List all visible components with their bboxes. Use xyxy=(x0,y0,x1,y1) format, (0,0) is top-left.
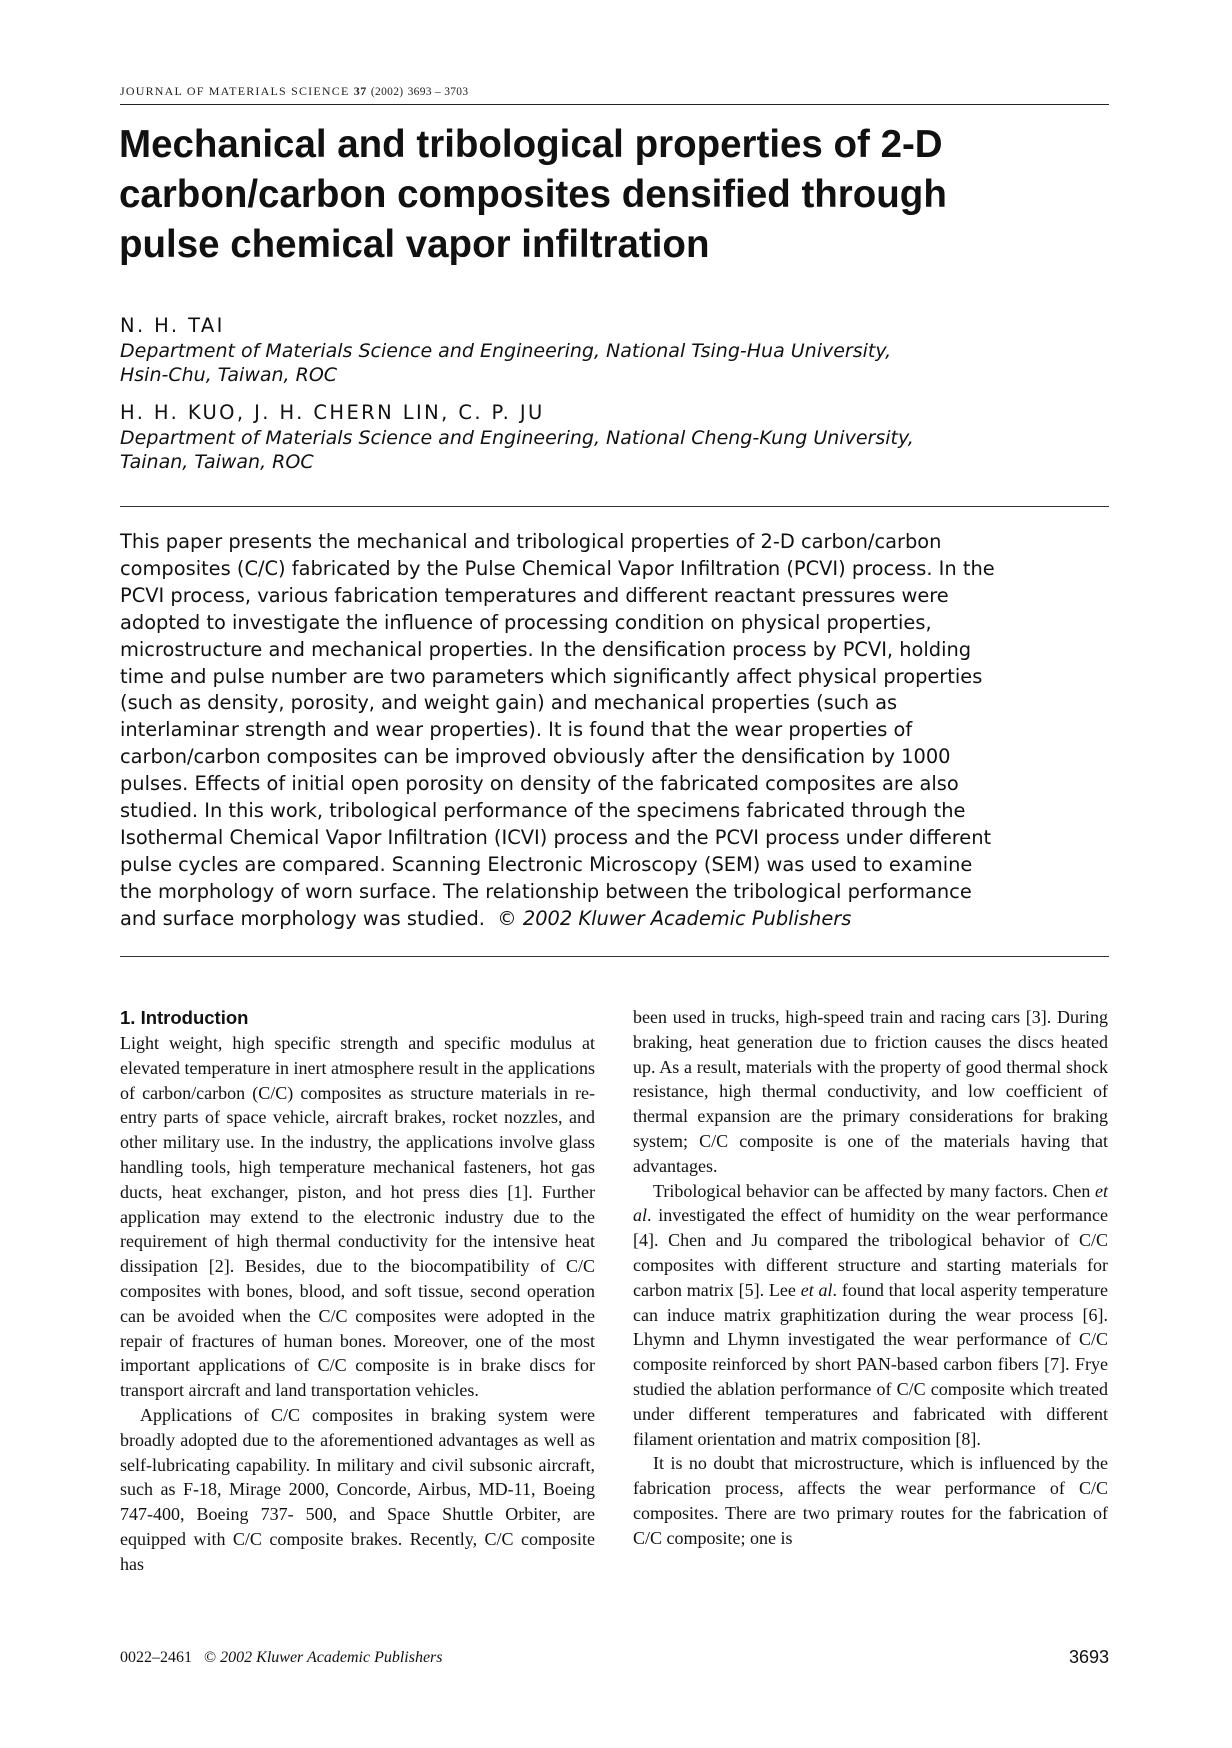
abstract-line: microstructure and mechanical properties. In the densification process by PCVI, holding xyxy=(120,637,972,661)
et-al: et al xyxy=(800,1279,833,1300)
title-line: Mechanical and tribological properties of 2-D xyxy=(119,123,943,166)
copyright-symbol: © xyxy=(497,906,517,930)
abstract-top-rule xyxy=(120,506,1109,507)
author-group-1 xyxy=(120,314,1120,387)
issn: 0022–2461 xyxy=(120,1649,192,1666)
abstract-line: carbon/carbon composites can be improved obviously after the densification by 1000 xyxy=(120,745,951,769)
author-affiliation xyxy=(120,339,1120,387)
page-number: 3693 xyxy=(1068,1647,1109,1667)
abstract-line: This paper presents the mechanical and tribological properties of 2-D carbon/carbon xyxy=(120,530,942,553)
et-al: et al xyxy=(633,1180,1108,1226)
affiliation-line: Tainan, Taiwan, ROC xyxy=(120,451,314,473)
abstract-line: PCVI process, various fabrication temperatures and different reactant pressures were xyxy=(120,583,949,607)
abstract-line: adopted to investigate the influence of processing condition on physical properties, xyxy=(120,610,932,634)
copyright-text: 2002 Kluwer Academic Publishers xyxy=(220,1649,443,1666)
abstract-bottom-rule xyxy=(120,956,1109,957)
section-heading: 1. Introduction xyxy=(120,1007,249,1028)
journal-pages: 3693 – 3703 xyxy=(407,86,469,98)
abstract-last-line: and surface morphology was studied. xyxy=(120,906,485,930)
body-paragraph: Light weight, high specific strength and specific modulus at elevated temperature in inert atmosphere result in the applications of carbon/carbon (C/C) composites as structure materials in re-entry parts of space vehicle, aircraft brakes, rocket nozzles, and other military use. In the industry, the applications involve glass handling tools, high temperature mechanical fasteners, hot gas ducts, heat exchanger, piston, and hot press dies [1]. Further application may extend to the electronic industry due to the requirement of high thermal conductivity for the intensive heat dissipation [2]. Besides, due to the biocompatibility of C/C composites with bones, blood, and soft tissue, second operation can be avoided when the C/C composites were adopted in the repair of fractures of human bones. Moreover, one of the most important applications of C/C composite is in brake discs for transport aircraft and land transportation vehicles. xyxy=(120,1033,595,1401)
abstract-line: interlaminar strength and wear properties). It is found that the wear properties of xyxy=(120,718,913,742)
abstract-line: the morphology of worn surface. The relationship between the tribological performance xyxy=(120,879,972,903)
abstract-line: Isothermal Chemical Vapor Infiltration (ICVI) process and the PCVI process under different xyxy=(120,825,992,849)
text-run: . investigated the effect of humidity on the wear performance [4]. Chen and Ju compared the tribological behavior of C/C composites with different structure and starting materials for carbon matrix [5]. Lee xyxy=(633,1205,1108,1300)
journal-volume: 37 xyxy=(353,84,367,98)
abstract-line: pulses. Effects of initial open porosity on density of the fabricated composites are also xyxy=(120,772,959,796)
author-affiliation xyxy=(120,426,1120,474)
author-names: N. H. TAI xyxy=(120,314,225,337)
title-line: carbon/carbon composites densified through xyxy=(119,173,947,216)
abstract-line: pulse cycles are compared. Scanning Electronic Microscopy (SEM) was used to examine xyxy=(120,852,973,876)
affiliation-line: Hsin-Chu, Taiwan, ROC xyxy=(120,364,338,386)
body-column-right xyxy=(633,1005,1108,1551)
body-paragraph: been used in trucks, high-speed train and racing cars [3]. During braking, heat generation due to friction causes the discs heated up. As a result, materials with the property of good thermal shock resistance, high thermal conductivity, and low coefficient of thermal expansion are the primary considerations for braking system; C/C composite is one of the materials having that advantages. xyxy=(633,1007,1108,1176)
abstract-line: composites (C/C) fabricated by the Pulse Chemical Vapor Infiltration (PCVI) process. In the xyxy=(120,556,995,580)
copyright-year: 2002 xyxy=(522,906,573,930)
footer-copyright xyxy=(120,1649,443,1667)
journal-name: JOURNAL OF MATERIALS SCIENCE xyxy=(120,84,350,98)
running-head xyxy=(120,84,1109,105)
abstract-line: studied. In this work, tribological performance of the specimens fabricated through the xyxy=(120,799,966,823)
affiliation-line: Department of Materials Science and Engineering, National Tsing-Hua University, xyxy=(120,340,892,362)
journal-year: (2002) xyxy=(370,86,404,98)
title-line: pulse chemical vapor infiltration xyxy=(119,223,710,266)
body-paragraph: It is no doubt that microstructure, which is influenced by the fabrication process, affects the wear performance of C/C composites. There are two primary routes for the fabrication of C/C composite; one is xyxy=(633,1453,1108,1548)
body-column-left xyxy=(120,1005,595,1577)
abstract xyxy=(120,529,1120,933)
text-run: . found that local asperity temperature can induce matrix graphitization during the wear process [6]. Lhymn and Lhymn investigated the wear performance of C/C composite reinforced by short PAN-based carbon fibers [7]. Frye studied the ablation performance of C/C composite which treated under different temperatures and fabricated with different filament orientation and matrix composition [8]. xyxy=(633,1279,1108,1449)
copyright-symbol: © xyxy=(204,1649,217,1666)
abstract-line: time and pulse number are two parameters which significantly affect physical properties xyxy=(120,664,983,688)
article-title xyxy=(119,120,1119,270)
text-run: Tribological behavior can be affected by many factors. Chen xyxy=(653,1180,1095,1201)
body-paragraph: Applications of C/C composites in braking system were broadly adopted due to the aforementioned advantages as well as self-lubricating capability. In military and civil subsonic aircraft, such as F-18, Mirage 2000, Concorde, Airbus, MD-11, Boeing 747-400, Boeing 737- 500, and Space Shuttle Orbiter, are equipped with C/C composite brakes. Recently, C/C composite has xyxy=(120,1404,595,1574)
body-paragraph xyxy=(633,1179,1108,1452)
affiliation-line: Department of Materials Science and Engineering, National Cheng-Kung University, xyxy=(120,427,914,449)
abstract-line: (such as density, porosity, and weight gain) and mechanical properties (such as xyxy=(120,691,898,715)
publisher-name: Kluwer Academic Publishers xyxy=(578,906,852,930)
author-group-2 xyxy=(120,401,1120,474)
author-names: H. H. KUO, J. H. CHERN LIN, C. P. JU xyxy=(120,401,545,424)
